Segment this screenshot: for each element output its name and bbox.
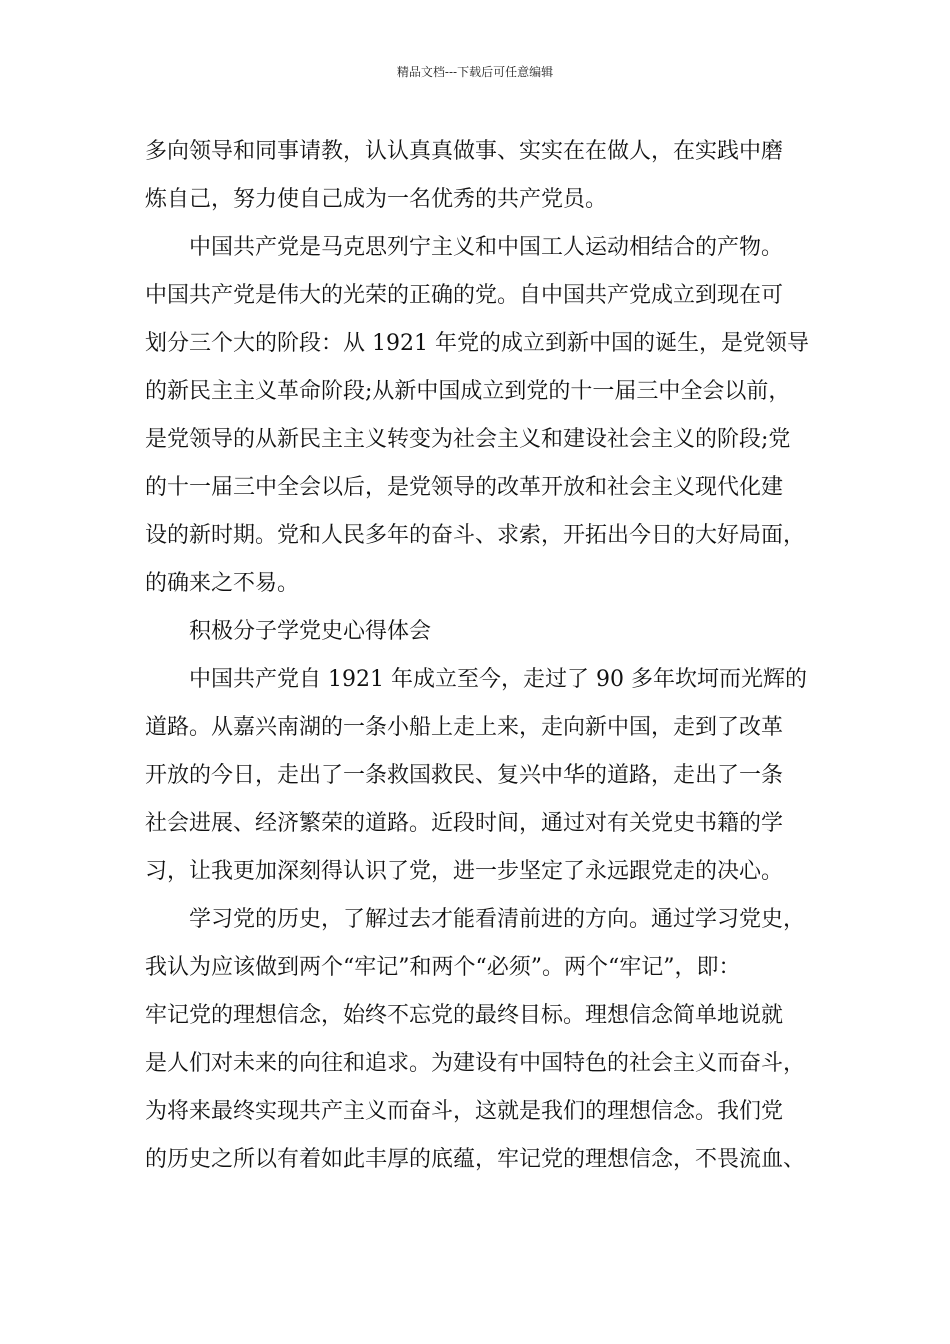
text-line: 习，让我更加深刻得认识了党，进一步坚定了永远跟党走的决心。 bbox=[145, 859, 784, 884]
text-line: 的十一届三中全会以后，是党领导的改革开放和社会主义现代化建 bbox=[145, 475, 784, 500]
text-line: 是党领导的从新民主主义转变为社会主义和建设社会主义的阶段;党 bbox=[145, 427, 791, 452]
paragraph-start-line: 中国共产党是马克思列宁主义和中国工人运动相结合的产物。 bbox=[189, 235, 784, 260]
text-line: 我认为应该做到两个“牢记”和两个“必须”。两个“牢记”，即： bbox=[145, 955, 741, 980]
text-line: 多向领导和同事请教，认认真真做事、实实在在做人，在实践中磨 bbox=[145, 139, 784, 164]
text-line: 的新民主主义革命阶段;从新中国成立到党的十一届三中全会以前， bbox=[145, 379, 791, 404]
text-line: 划分三个大的阶段：从 1921 年党的成立到新中国的诞生，是党领导 bbox=[145, 331, 809, 356]
text-line: 炼自己，努力使自己成为一名优秀的共产党员。 bbox=[145, 187, 608, 212]
text-line: 开放的今日，走出了一条救国救民、复兴中华的道路，走出了一条 bbox=[145, 763, 784, 788]
page-header: 精品文档---下载后可任意编辑 bbox=[396, 65, 554, 79]
text-line: 为将来最终实现共产主义而奋斗，这就是我们的理想信念。我们党 bbox=[145, 1099, 784, 1124]
text-line: 牢记党的理想信念，始终不忘党的最终目标。理想信念简单地说就 bbox=[145, 1003, 784, 1028]
text-line: 中国共产党是伟大的光荣的正确的党。自中国共产党成立到现在可 bbox=[145, 283, 784, 308]
text-line: 道路。从嘉兴南湖的一条小船上走上来，走向新中国，走到了改革 bbox=[145, 715, 784, 740]
paragraph-start-line: 中国共产党自 1921 年成立至今，走过了 90 多年坎坷而光辉的 bbox=[189, 667, 807, 692]
text-line: 的历史之所以有着如此丰厚的底蕴，牢记党的理想信念，不畏流血、 bbox=[145, 1147, 806, 1172]
text-line: 的确来之不易。 bbox=[145, 571, 300, 596]
text-line: 社会进展、经济繁荣的道路。近段时间，通过对有关党史书籍的学 bbox=[145, 811, 784, 836]
text-line: 设的新时期。党和人民多年的奋斗、求索，开拓出今日的大好局面， bbox=[145, 523, 806, 548]
section-heading: 积极分子学党史心得体会 bbox=[189, 619, 432, 644]
paragraph-start-line: 学习党的历史，了解过去才能看清前进的方向。通过学习党史， bbox=[189, 907, 806, 932]
text-line: 是人们对未来的向往和追求。为建设有中国特色的社会主义而奋斗， bbox=[145, 1051, 806, 1076]
body-text bbox=[145, 128, 835, 1184]
